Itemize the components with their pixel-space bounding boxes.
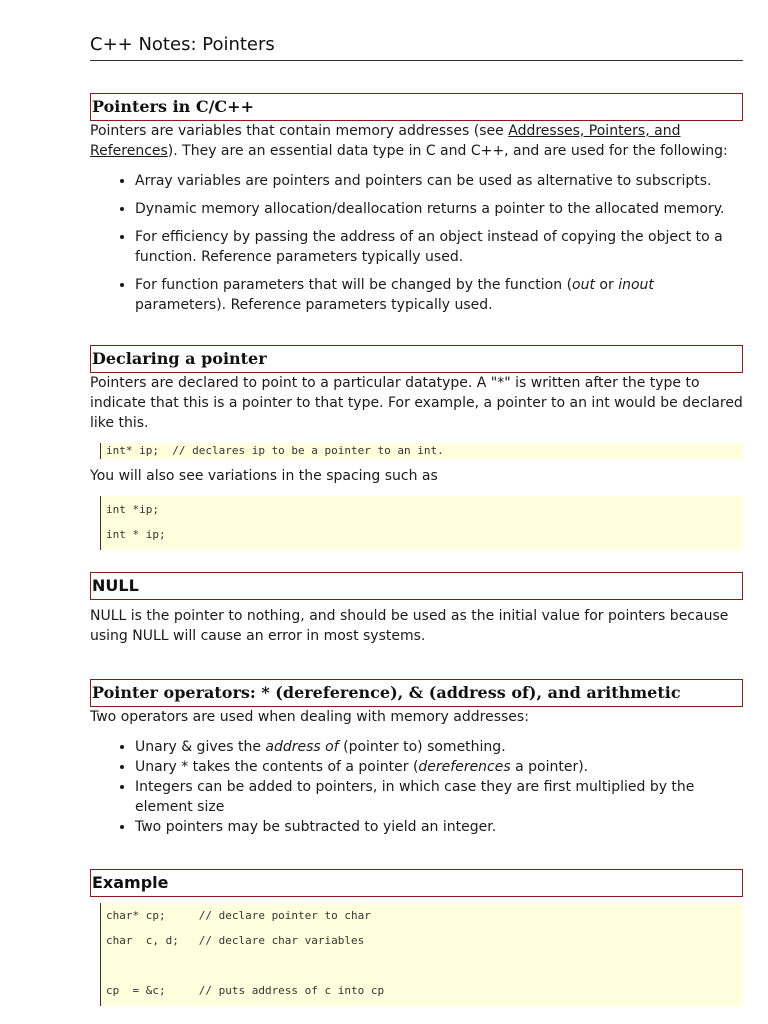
list-item: • For efficiency by passing the address of an object instead of copying the object to a function. Reference parameters typically used. [135, 227, 743, 267]
spacing-paragraph: You will also see variations in the spacing such as [90, 468, 438, 484]
list-item: • Two pointers may be subtracted to yield an integer. [135, 817, 743, 837]
section-example [90, 869, 743, 1006]
uses-list [90, 171, 743, 315]
b2-post: a pointer). [510, 759, 589, 775]
section-pointer-operators [90, 679, 743, 837]
section-heading-null: NULL [90, 572, 743, 600]
b2-pre: Unary * takes the contents of a pointer ( [135, 759, 419, 775]
code-block-spacing [100, 496, 743, 550]
code-line: cp = &c; // puts address of c into cp [106, 984, 385, 997]
section-heading-operators: Pointer operators: * (dereference), & (address of), and arithmetic [90, 679, 743, 707]
page-title: C++ Notes: Pointers [90, 33, 743, 61]
code-line: int * ip; [106, 528, 166, 541]
b1-pre: Unary & gives the [135, 739, 266, 755]
term-out: out [572, 277, 595, 293]
list-item [135, 737, 743, 757]
intro-paragraph [90, 121, 743, 161]
list-item: • Integers can be added to pointers, in which case they are first multiplied by the element size [135, 777, 743, 817]
bullet4-prefix: For function parameters that will be changed by the function ( [135, 277, 573, 293]
bullet4-or: or [594, 277, 619, 293]
term-inout: inout [618, 277, 654, 293]
section-heading-example: Example [90, 869, 743, 897]
section-pointers-in-c [90, 93, 743, 323]
intro-text-before: Pointers are variables that contain memory addresses (see [90, 123, 509, 139]
code-line: int* ip; // declares ip to be a pointer to an int. [106, 444, 444, 457]
b1-post: (pointer to) something. [338, 739, 506, 755]
code-block-declare [100, 443, 743, 459]
section-declaring-pointer [90, 345, 743, 550]
intro-text-after: ). They are an essential data type in C and C++, and are used for the following: [167, 143, 728, 159]
section-heading-pointers: Pointers in C/C++ [90, 93, 743, 121]
declaring-paragraph: Pointers are declared to point to a particular datatype. A "*" is written after the type to indicate that this is a pointer to that type. For example, a pointer to an int would be declared like this. [90, 375, 743, 431]
list-item: • Array variables are pointers and pointers can be used as alternative to subscripts. [135, 171, 743, 191]
operators-list [90, 737, 743, 837]
term-dereferences: dereferences [418, 759, 511, 775]
null-paragraph: NULL is the pointer to nothing, and should be used as the initial value for pointers because using NULL will cause an error in most systems. [90, 608, 729, 644]
addresses-pointers-references-link[interactable]: Addresses, Pointers, and References [90, 123, 681, 159]
code-line: char* cp; // declare pointer to char [106, 909, 371, 922]
operators-paragraph: Two operators are used when dealing with memory addresses: [90, 709, 529, 725]
list-item [135, 275, 743, 315]
code-block-example [100, 903, 743, 1006]
code-line: int *ip; [106, 503, 159, 516]
section-null [90, 572, 743, 646]
list-item [135, 757, 743, 777]
code-line: char c, d; // declare char variables [106, 934, 365, 947]
bullet4-suffix: parameters). Reference parameters typically used. [135, 297, 493, 313]
section-heading-declaring: Declaring a pointer [90, 345, 743, 373]
code-line [106, 953, 743, 978]
term-address-of: address of [265, 739, 339, 755]
list-item: • Dynamic memory allocation/deallocation returns a pointer to the allocated memory. [135, 199, 743, 219]
